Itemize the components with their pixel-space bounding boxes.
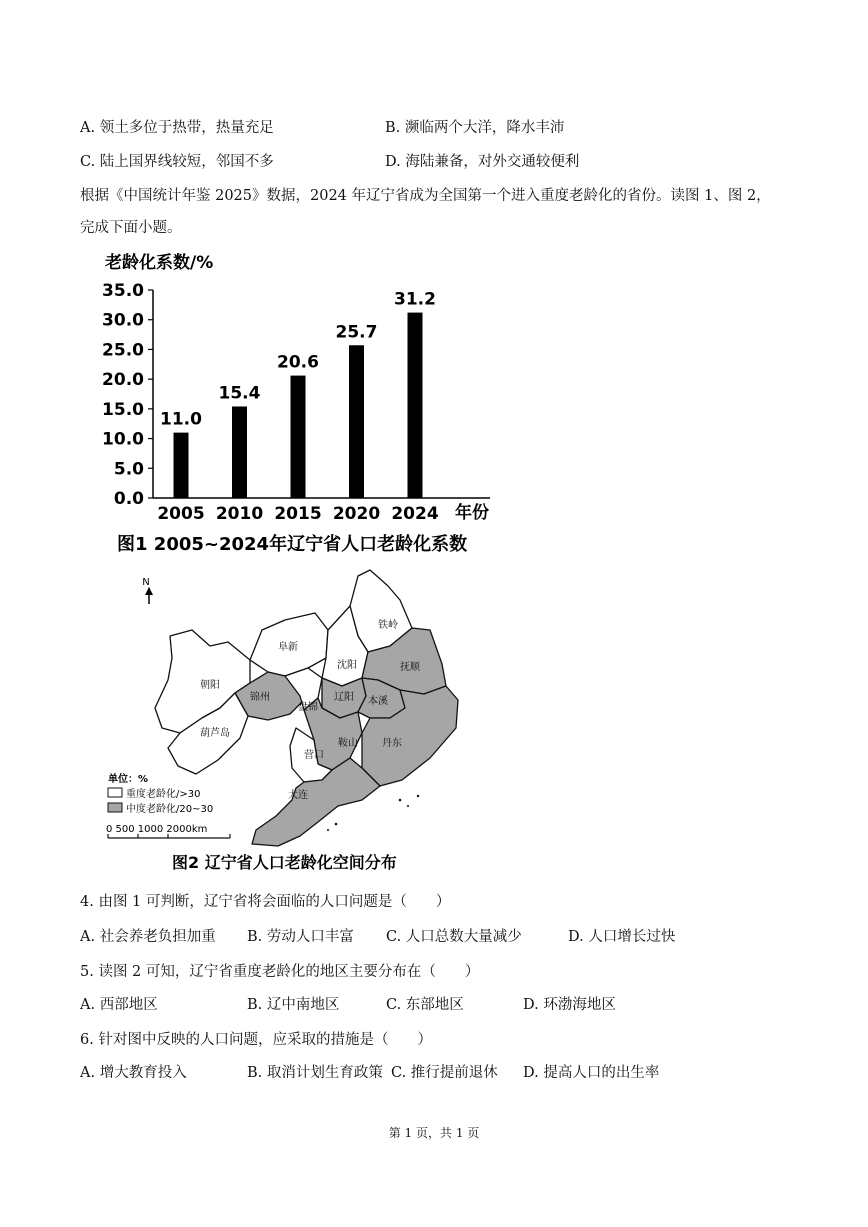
label-fuxin: 阜新	[278, 642, 298, 653]
prev-option-c: C. 陆上国界线较短，邻国不多	[80, 154, 274, 170]
y-tick-label: 35.0	[102, 281, 144, 301]
question-6-stem: 6. 针对图中反映的人口问题，应采取的措施是（ ）	[80, 1032, 432, 1048]
label-chaoyang: 朝阳	[200, 680, 220, 691]
question-4-stem: 4. 由图 1 可判断，辽宁省将会面临的人口问题是（ ）	[80, 894, 451, 910]
y-tick-label: 30.0	[102, 310, 144, 331]
q5-option-c[interactable]: C. 东部地区	[386, 997, 464, 1013]
label-shenyang: 沈阳	[337, 660, 357, 671]
bar-2010	[232, 406, 247, 498]
y-tick-label: 5.0	[113, 459, 144, 480]
label-tieling: 铁岭	[378, 620, 398, 631]
map-caption: 图2 辽宁省人口老龄化空间分布	[172, 853, 397, 872]
label-anshan: 鞍山	[338, 738, 358, 749]
prev-option-b: B. 濒临两个大洋，降水丰沛	[385, 120, 565, 136]
q4-option-b[interactable]: B. 劳动人口丰富	[247, 929, 354, 945]
x-tick-label: 2020	[332, 504, 381, 524]
legend-unit: 单位：%	[108, 774, 149, 785]
bar-2005	[174, 433, 189, 498]
y-tick-label: 15.0	[102, 399, 144, 420]
scale-bar-label: 0 500 1000 2000km	[106, 824, 208, 835]
y-tick-label: 25.0	[102, 340, 144, 361]
bar-2024	[408, 313, 423, 498]
bar-2015	[291, 376, 306, 498]
bar-value-label: 15.4	[218, 383, 261, 404]
label-jinzhou: 锦州	[250, 692, 270, 703]
q4-option-c[interactable]: C. 人口总数大量减少	[386, 929, 522, 945]
x-tick-label: 2024	[391, 504, 439, 524]
prev-option-d: D. 海陆兼备，对外交通较便利	[385, 154, 580, 170]
bar-2020	[349, 345, 364, 498]
label-huludao: 葫芦岛	[200, 728, 230, 739]
label-benxi: 本溪	[368, 696, 388, 707]
bar-value-label: 20.6	[277, 352, 319, 373]
q6-option-d[interactable]: D. 提高人口的出生率	[523, 1065, 660, 1081]
y-tick-label: 0.0	[113, 489, 144, 509]
q5-option-d[interactable]: D. 环渤海地区	[523, 997, 616, 1013]
bar-value-label: 25.7	[335, 322, 378, 343]
label-fushun: 抚顺	[400, 662, 420, 673]
intro-line-2: 完成下面小题。	[80, 220, 182, 236]
north-label: N	[142, 577, 150, 588]
liaoning-aging-map	[100, 568, 480, 878]
chart-caption: 图1 2005~2024年辽宁省人口老龄化系数	[117, 534, 468, 555]
q4-option-a[interactable]: A. 社会养老负担加重	[80, 929, 216, 945]
aging-bar-chart	[95, 246, 505, 556]
q6-option-c[interactable]: C. 推行提前退休	[391, 1065, 498, 1081]
north-arrow-icon	[142, 577, 153, 604]
x-tick-label: 2010	[215, 504, 264, 524]
x-tick-label: 2005	[157, 504, 205, 524]
q6-option-b[interactable]: B. 取消计划生育政策	[247, 1065, 383, 1081]
intro-line-1: 根据《中国统计年鉴 2025》数据，2024 年辽宁省成为全国第一个进入重度老龄化的省份。读图 1、图 2，	[80, 188, 771, 204]
chart-xlabel: 年份	[455, 503, 489, 523]
label-panjin: 盘锦	[298, 702, 318, 713]
x-tick-label: 2015	[274, 504, 322, 524]
label-yingkou: 营口	[304, 750, 324, 761]
label-dalian: 大连	[288, 790, 308, 801]
q5-option-b[interactable]: B. 辽中南地区	[247, 997, 340, 1013]
q5-option-a[interactable]: A. 西部地区	[80, 997, 158, 1013]
y-tick-label: 20.0	[102, 370, 144, 391]
q4-option-d[interactable]: D. 人口增长过快	[568, 929, 676, 945]
legend-severe: 重度老龄化/>30	[126, 789, 201, 800]
bar-value-label: 31.2	[394, 289, 436, 310]
q6-option-a[interactable]: A. 增大教育投入	[80, 1065, 187, 1081]
question-5-stem: 5. 读图 2 可知，辽宁省重度老龄化的地区主要分布在（ ）	[80, 964, 480, 980]
bar-value-label: 11.0	[160, 409, 202, 430]
y-tick-label: 10.0	[102, 429, 144, 450]
legend-moderate: 中度老龄化/20~30	[126, 804, 214, 815]
map-legend	[106, 772, 230, 838]
label-dandong: 丹东	[382, 738, 402, 749]
label-liaoyang: 辽阳	[334, 692, 354, 703]
page-footer: 第 1 页，共 1 页	[388, 1126, 480, 1140]
chart-ylabel: 老龄化系数/%	[105, 253, 214, 273]
prev-option-a: A. 领土多位于热带，热量充足	[80, 120, 274, 136]
